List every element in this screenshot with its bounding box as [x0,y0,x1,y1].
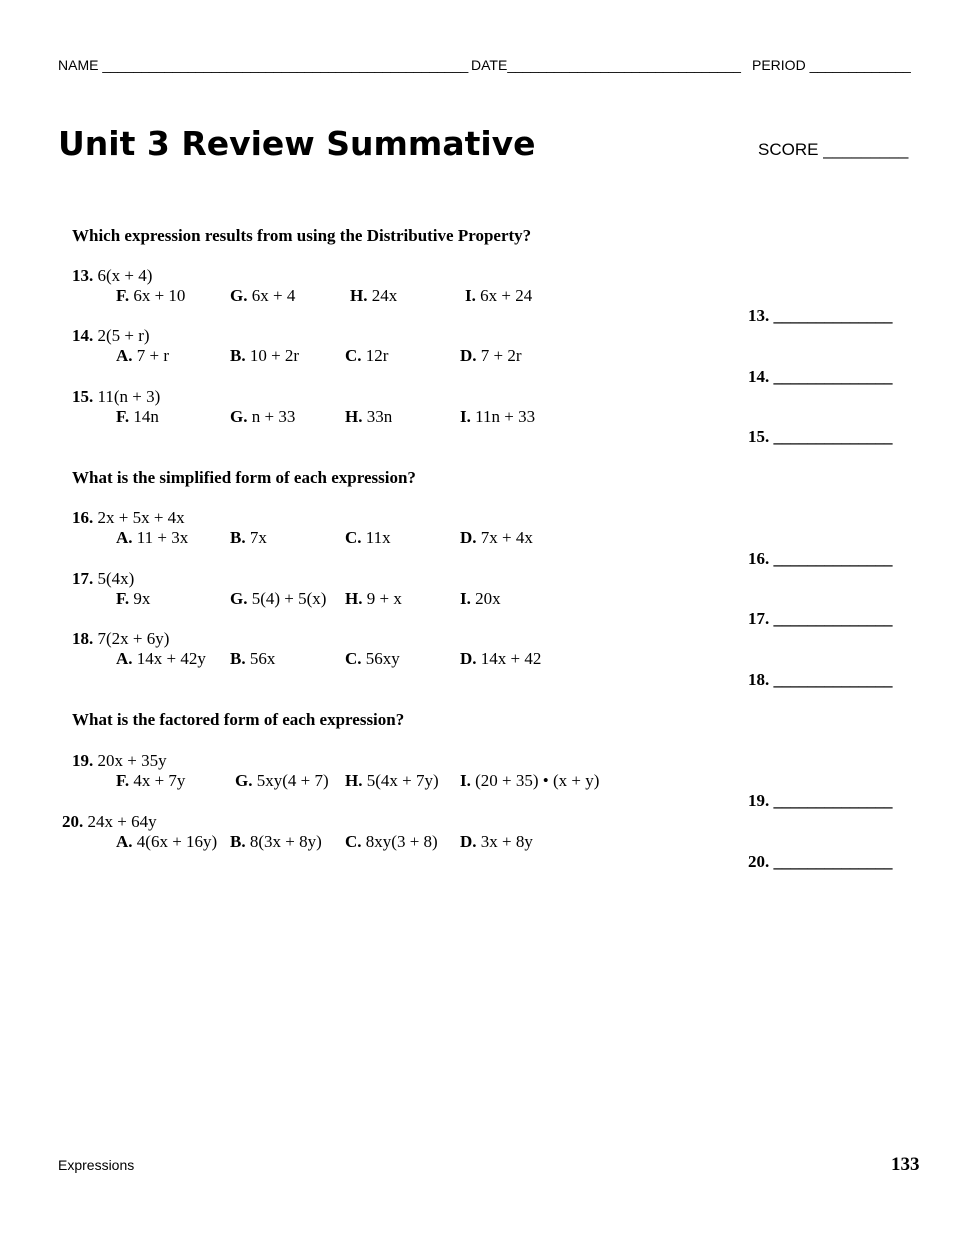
question-16-prompt: 16. 2x + 5x + 4x [72,508,185,527]
instruction-distributive: Which expression results from using the Distributive Property? [72,226,532,245]
choice-18-b[interactable]: B. 56x [230,649,276,668]
question-17-prompt: 17. 5(4x) [72,569,135,588]
choice-19-g[interactable]: G. 5xy(4 + 7) [235,771,329,790]
choice-16-c[interactable]: C. 11x [345,528,391,547]
choice-15-i[interactable]: I. 11n + 33 [460,407,536,426]
choice-18-a[interactable]: A. 14x + 42y [116,649,206,668]
period-line[interactable]: _____________ [809,57,911,73]
choice-17-i[interactable]: I. 20x [460,589,501,608]
choice-15-f[interactable]: F. 14n [116,407,159,426]
answer-line-17[interactable]: 17. ______________ [748,609,893,628]
page-number: 133 [891,1154,920,1175]
choice-14-c[interactable]: C. 12r [345,346,389,365]
question-15-prompt: 15. 11(n + 3) [72,387,161,406]
question-18-prompt: 18. 7(2x + 6y) [72,629,170,648]
score-label: SCORE [758,140,819,159]
name-field [58,57,468,73]
choice-20-d[interactable]: D. 3x + 8y [460,832,533,851]
choice-13-h[interactable]: H. 24x [350,286,398,305]
choice-18-d[interactable]: D. 14x + 42 [460,649,542,668]
date-field [471,57,741,73]
instruction-simplified: What is the simplified form of each expression? [72,468,416,487]
period-field [752,57,911,73]
instruction-factored: What is the factored form of each expression? [72,710,405,729]
date-label: DATE [471,57,508,73]
answer-line-19[interactable]: 19. ______________ [748,791,893,810]
choice-18-c[interactable]: C. 56xy [345,649,400,668]
choice-14-d[interactable]: D. 7 + 2r [460,346,522,365]
answer-line-14[interactable]: 14. ______________ [748,367,893,386]
answer-line-13[interactable]: 13. ______________ [748,306,893,325]
answer-line-15[interactable]: 15. ______________ [748,427,893,446]
choice-13-i[interactable]: I. 6x + 24 [465,286,533,305]
choice-14-a[interactable]: A. 7 + r [116,346,170,365]
score-line[interactable]: _________ [823,140,909,159]
choice-17-h[interactable]: H. 9 + x [345,589,402,608]
choice-20-a[interactable]: A. 4(6x + 16y) [116,832,218,851]
name-line[interactable]: _______________________________________________ [102,57,469,73]
choice-20-b[interactable]: B. 8(3x + 8y) [230,832,322,851]
score-field [758,140,908,160]
choice-16-d[interactable]: D. 7x + 4x [460,528,533,547]
answer-line-18[interactable]: 18. ______________ [748,670,893,689]
date-line[interactable]: ______________________________ [507,57,741,73]
choice-20-c[interactable]: C. 8xy(3 + 8) [345,832,438,851]
choice-17-f[interactable]: F. 9x [116,589,151,608]
choice-19-h[interactable]: H. 5(4x + 7y) [345,771,439,790]
choice-16-b[interactable]: B. 7x [230,528,267,547]
choice-15-g[interactable]: G. n + 33 [230,407,296,426]
footer-section-name: Expressions [58,1157,135,1173]
name-label: NAME [58,57,99,73]
answer-line-20[interactable]: 20. ______________ [748,852,893,871]
choice-13-g[interactable]: G. 6x + 4 [230,286,296,305]
choice-19-i[interactable]: I. (20 + 35) • (x + y) [460,771,600,790]
choice-19-f[interactable]: F. 4x + 7y [116,771,186,790]
page-title: Unit 3 Review Summative [58,124,536,163]
answer-line-16[interactable]: 16. ______________ [748,549,893,568]
question-20-prompt: 20. 24x + 64y [62,812,157,831]
question-13-prompt: 13. 6(x + 4) [72,266,153,285]
choice-14-b[interactable]: B. 10 + 2r [230,346,300,365]
choice-15-h[interactable]: H. 33n [345,407,393,426]
choice-16-a[interactable]: A. 11 + 3x [116,528,189,547]
question-19-prompt: 19. 20x + 35y [72,751,167,770]
period-label: PERIOD [752,57,806,73]
choice-13-f[interactable]: F. 6x + 10 [116,286,186,305]
choice-17-g[interactable]: G. 5(4) + 5(x) [230,589,327,608]
question-14-prompt: 14. 2(5 + r) [72,326,150,345]
